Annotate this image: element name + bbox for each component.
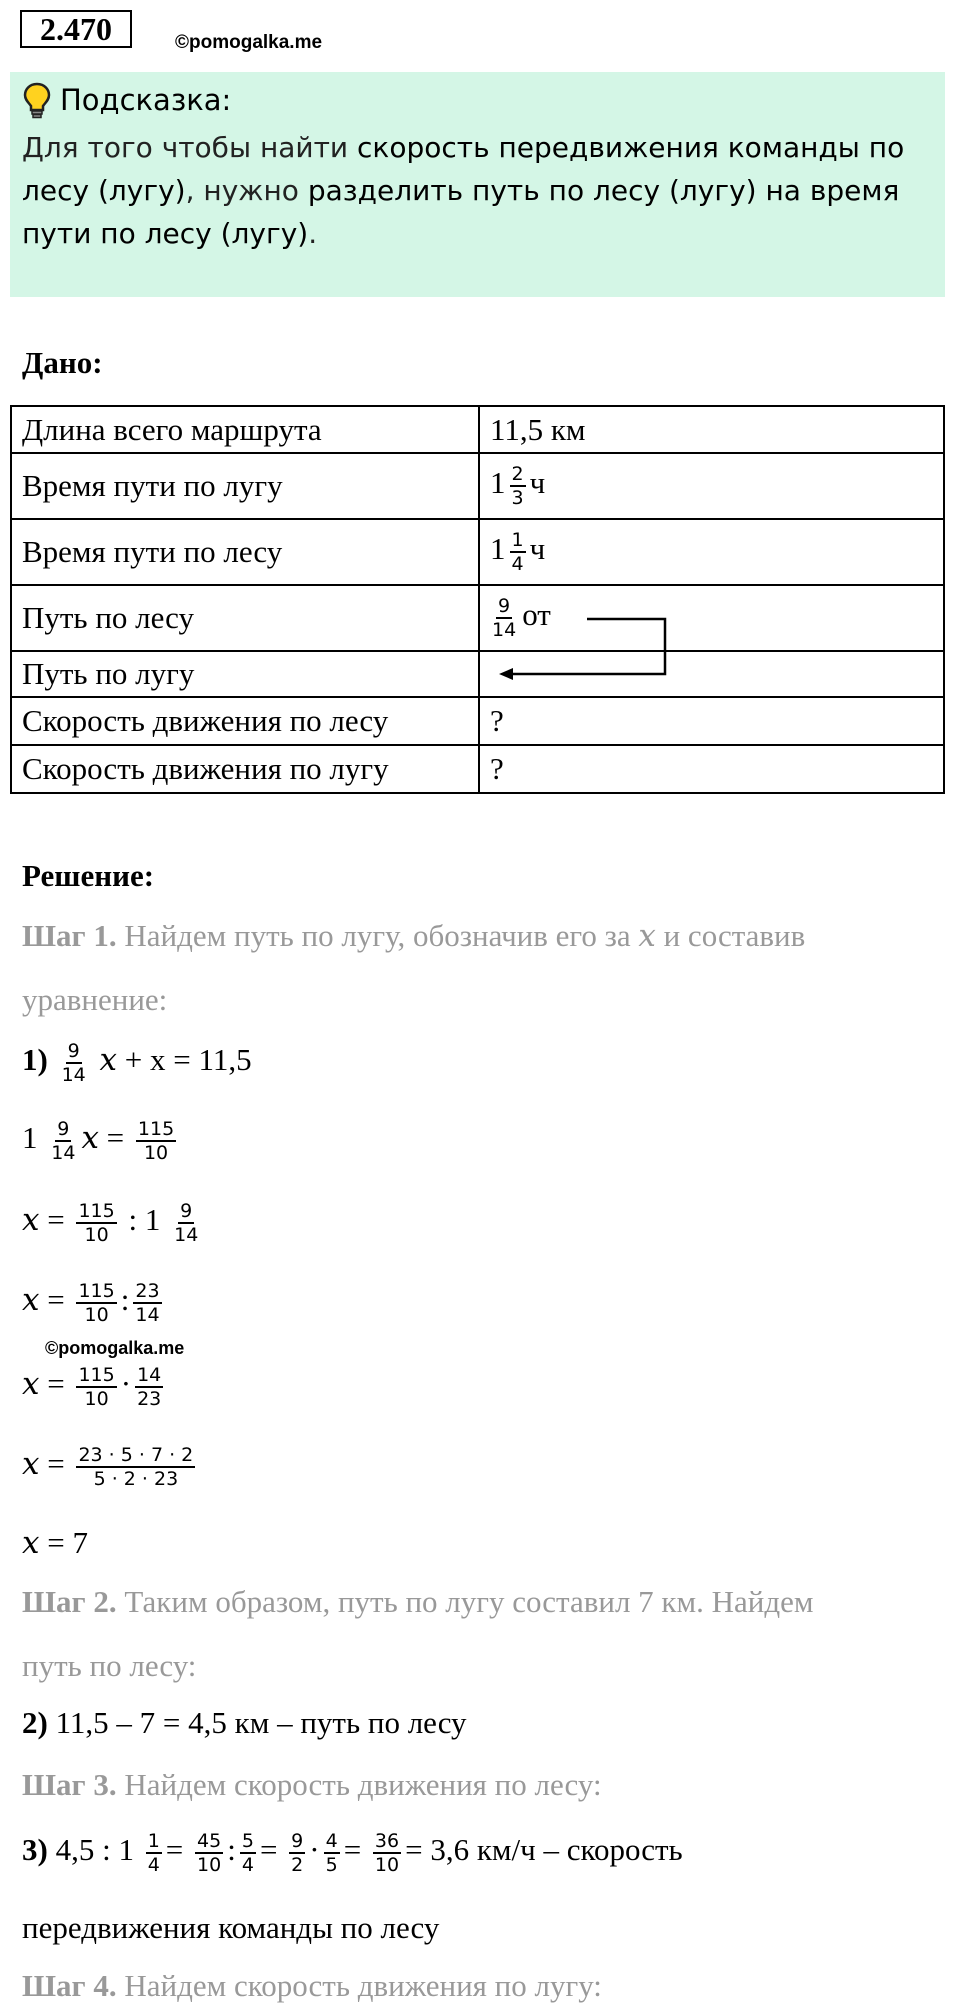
fraction: $\frac{9}{2}$ — [291, 1830, 304, 1876]
fraction: $\frac{23 \cdot 5 \cdot 7 \cdot 2}{5 \cdot 2 \cdot 23}$ — [78, 1444, 194, 1490]
given-table — [10, 405, 945, 794]
reference-arrow-icon — [495, 612, 675, 682]
table-row — [11, 651, 944, 697]
fraction: $\frac{9}{14}$ — [61, 1040, 86, 1086]
equation-1: 1) $\frac{9}{14}$ x + x = 11,5 — [22, 1040, 252, 1086]
fraction: $\frac{2}{3}$ — [511, 463, 524, 509]
row-label: Время пути по лугу — [11, 453, 479, 519]
hint-text: Для того чтобы найти скорость передвижения команды по лесу (лугу), нужно разделить путь по лесу (лугу) на время пути по лесу (лугу). — [22, 131, 905, 250]
fraction: $\frac{4}{5}$ — [325, 1830, 338, 1876]
table-row — [11, 585, 944, 651]
equation-line: x = 7 — [22, 1525, 88, 1561]
row-value: 1 $\frac{2}{3}$ ч — [479, 453, 944, 519]
step-2-text-cont: путь по лесу: — [22, 1648, 197, 1683]
row-value: $\frac{9}{14}$ от — [479, 585, 944, 651]
fraction: $\frac{23}{14}$ — [135, 1280, 160, 1326]
equation-line: x = $\frac{115}{10}$ : 1 $\frac{9}{14}$ — [22, 1200, 199, 1246]
table-row — [11, 453, 944, 519]
fraction: $\frac{1}{4}$ — [511, 529, 524, 575]
row-label: Путь по лесу — [11, 585, 479, 651]
fraction: $\frac{9}{14}$ — [174, 1200, 199, 1246]
step-2-text: Шаг 2. Таким образом, путь по лугу составил 7 км. Найдем — [22, 1584, 814, 1619]
fraction: $\frac{115}{10}$ — [78, 1364, 115, 1410]
fraction: $\frac{115}{10}$ — [78, 1280, 115, 1326]
fraction: $\frac{14}{23}$ — [137, 1364, 162, 1410]
watermark-middle: ©pomogalka.me — [45, 1338, 185, 1358]
row-value: 1 $\frac{1}{4}$ ч — [479, 519, 944, 585]
table-row — [11, 519, 944, 585]
step-1-text-cont: уравнение: — [22, 982, 168, 1017]
given-title: Дано: — [22, 345, 103, 380]
equation-3-cont: передвижения команды по лесу — [22, 1910, 440, 1945]
hint-box — [10, 72, 945, 297]
fraction: $\frac{5}{4}$ — [241, 1830, 254, 1876]
fraction: $\frac{115}{10}$ — [78, 1200, 115, 1246]
fraction: $\frac{9}{14}$ — [492, 595, 517, 641]
table-row — [11, 406, 944, 453]
equation-2: 2) 11,5 – 7 = 4,5 км – путь по лесу — [22, 1705, 467, 1740]
equation-line: x = $\frac{23 \cdot 5 \cdot 7 \cdot 2}{5 \cdot 2 \cdot 23}$ — [22, 1444, 194, 1490]
solution-title: Решение: — [22, 858, 155, 893]
hint-header — [22, 78, 933, 122]
row-label: Скорость движения по лесу — [11, 697, 479, 745]
fraction: $\frac{36}{10}$ — [374, 1830, 400, 1876]
step-3-text: Шаг 3. Найдем скорость движения по лесу: — [22, 1767, 602, 1802]
fraction: $\frac{45}{10}$ — [197, 1830, 222, 1876]
table-row — [11, 697, 944, 745]
fraction: $\frac{1}{4}$ — [147, 1830, 160, 1876]
equation-line: 1 $\frac{9}{14}$ x = $\frac{115}{10}$ — [22, 1118, 175, 1164]
fraction: $\frac{9}{14}$ — [51, 1118, 76, 1164]
row-value: 11,5 км — [479, 406, 944, 453]
equation-line: x = $\frac{115}{10}$ · $\frac{14}{23}$ — [22, 1364, 162, 1410]
task-number: 2.470 — [20, 10, 132, 48]
equation-line: x = $\frac{115}{10}$ : $\frac{23}{14}$ — [22, 1280, 160, 1326]
row-label: Скорость движения по лугу — [11, 745, 479, 793]
lightbulb-icon — [22, 81, 52, 119]
step-1-text: Шаг 1. Найдем путь по лугу, обозначив его за x и составив — [22, 918, 806, 954]
table-row — [11, 745, 944, 793]
row-label: Время пути по лесу — [11, 519, 479, 585]
row-label: Длина всего маршрута — [11, 406, 479, 453]
row-label: Путь по лугу — [11, 651, 479, 697]
step-4-text: Шаг 4. Найдем скорость движения по лугу: — [22, 1968, 602, 2003]
fraction: $\frac{115}{10}$ — [137, 1118, 175, 1164]
row-value: ? — [479, 745, 944, 793]
equation-3: 3) 4,5 : 1 $\frac{1}{4}$ = $\frac{45}{10}$ : $\frac{5}{4}$ = $\frac{9}{2}$ · $\frac{4}{5}$ = $\frac{36}{10}$ = 3,6 км/ч – скорость — [22, 1830, 683, 1876]
hint-title: Подсказка: — [60, 83, 232, 117]
watermark-top: ©pomogalka.me — [175, 32, 323, 53]
row-value: ? — [479, 697, 944, 745]
